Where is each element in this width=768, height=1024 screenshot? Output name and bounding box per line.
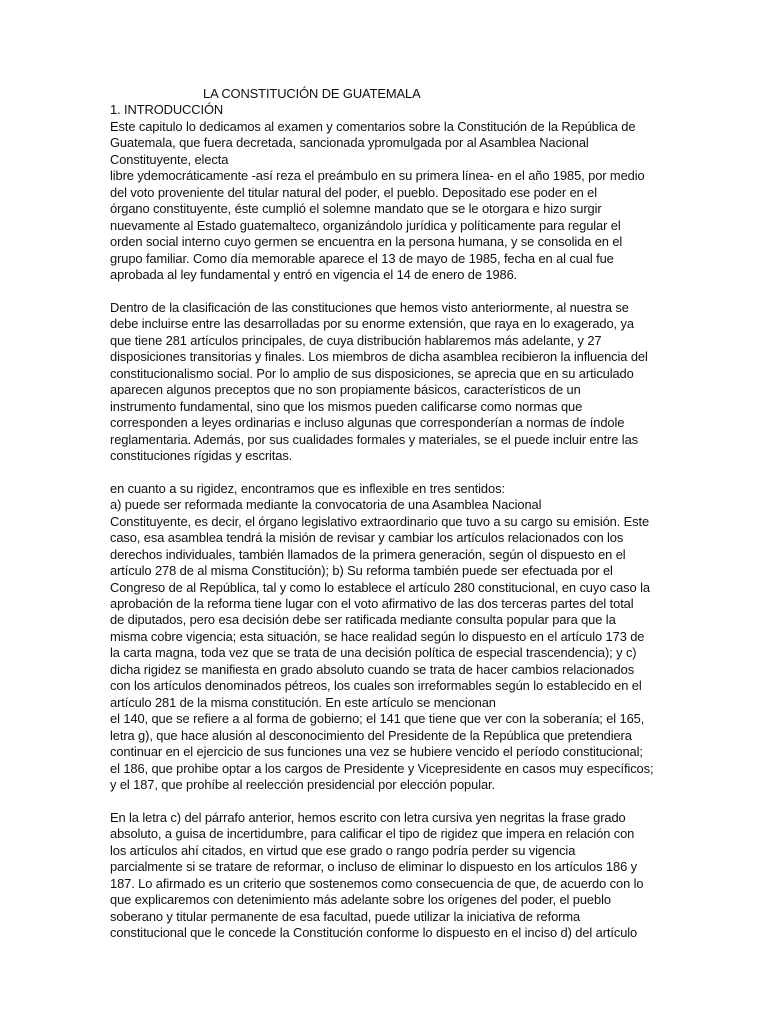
paragraph-line: Dentro de la clasificación de las constituciones que hemos visto anteriormente, al nuestra se [110,299,629,315]
paragraph-spacer [110,464,658,480]
paragraph-line: letra g), que hace alusión al desconocimiento del Presidente de la República que pretendiera [110,727,632,743]
paragraph-line: constituciones rígidas y escritas. [110,447,293,463]
paragraph-line: Constituyente, es decir, el órgano legislativo extraordinario que tuvo a su cargo su emisión. Este [110,513,650,529]
paragraph-classification [110,300,658,465]
paragraph-intro [110,119,658,284]
paragraph-line: soberano y titular permanente de esa facultad, puede utilizar la iniciativa de reforma [110,908,581,924]
paragraph-absolute-degree [110,810,658,942]
paragraph-line: libre ydemocráticamente -así reza el preámbulo en su primera línea- en el año 1985, por medio [110,168,645,184]
paragraph-line: instrumento fundamental, sino que los mismos pueden calificarse como normas que [110,398,583,414]
paragraph-line: corresponden a leyes ordinarias e incluso algunas que corresponderían a normas de índole [110,415,625,431]
paragraph-line: que explicaremos con detenimiento más adelante sobre los orígenes del poder, el pueblo [110,892,611,908]
paragraph-line: artículo 278 de al misma Constitución); b) Su reforma también puede ser efectuada por el [110,563,613,579]
paragraph-rigidity [110,481,658,794]
paragraph-line: a) puede ser reformada mediante la convocatoria de una Asamblea Nacional [110,497,542,513]
paragraph-line: la carta magna, toda vez que se trata de una decisión política de especial trascendencia); y c) [110,645,637,661]
paragraph-line: dicha rigidez se manifiesta en grado absoluto cuando se trata de hacer cambios relacionados [110,661,635,677]
paragraph-line: reglamentaria. Además, por sus cualidades formales y materiales, se el puede incluir entre las [110,431,638,447]
paragraph-line: Constituyente, electa [110,151,229,167]
paragraph-line: grupo familiar. Como día memorable aparece el 13 de mayo de 1985, fecha en al cual fue [110,250,614,266]
paragraph-line: parcialmente si se tratare de reformar, o incluso de eliminar lo dispuesto en los artículos 186 y [110,859,637,875]
paragraph-line: derechos individuales, también llamados de la primera generación, según ol dispuesto en el [110,546,626,562]
paragraph-line: el 140, que se refiere a al forma de gobierno; el 141 que tiene que ver con la soberanía; el 165, [110,711,645,727]
paragraph-line: misma cobre vigencia; esta situación, se hace realidad según lo dispuesto en el artículo 173 de [110,628,645,644]
document-body [110,86,658,942]
paragraph-spacer [110,793,658,809]
paragraph-spacer [110,283,658,299]
paragraph-line: En la letra c) del párrafo anterior, hemos escrito con letra cursiva yen negritas la frase grado [110,809,626,825]
paragraph-line: que tiene 281 artículos principales, de cuya distribución hablaremos más adelante, y 27 [110,332,602,348]
paragraph-line: disposiciones transitorias y finales. Los miembros de dicha asamblea recibieron la influencia del [110,349,648,365]
paragraph-line: absoluto, a guisa de incertidumbre, para calificar el tipo de rigidez que impera en relación con [110,826,635,842]
paragraph-line: nuevamente al Estado guatemalteco, organizándolo jurídica y políticamente para regular el [110,217,621,233]
paragraph-line: continuar en el ejercicio de sus funciones una vez se hubiere vencido el período constitucional; [110,744,643,760]
paragraph-line: constitucional que le concede la Constitución conforme lo dispuesto en el inciso d) del artículo [110,925,638,941]
paragraph-line: Congreso de al República, tal y como lo establece el artículo 280 constitucional, en cuyo caso la [110,579,650,595]
paragraph-line: los artículos ahí citados, en virtud que ese grado o rango podría perder su vigencia [110,842,576,858]
paragraph-line: el 186, que prohibe optar a los cargos de Presidente y Vicepresidente en casos muy específicos; [110,760,654,776]
paragraph-line: Guatemala, que fuera decretada, sancionada ypromulgada por al Asamblea Nacional [110,135,589,151]
document-title: LA CONSTITUCIÓN DE GUATEMALA [203,86,421,101]
paragraph-line: caso, esa asamblea tendrá la misión de revisar y cambiar los artículos relacionados con los [110,530,624,546]
paragraph-line: de diputados, pero esa decisión debe ser ratificada mediante consulta popular para que la [110,612,616,628]
paragraph-line: con los artículos denominados pétreos, los cuales son irreformables según lo establecido en el [110,678,642,694]
paragraph-line: orden social interno cuyo germen se encuentra en la persona humana, y se consolida en el [110,234,623,250]
paragraph-line: y el 187, que prohíbe al reelección presidencial por elección popular. [110,777,495,792]
paragraph-line: Este capitulo lo dedicamos al examen y comentarios sobre la Constitución de la República de [110,118,636,134]
paragraph-line: aparecen algunos preceptos que no son propiamente básicos, característicos de un [110,382,581,398]
paragraph-line: 187. Lo afirmado es un criterio que sostenemos como consecuencia de que, de acuerdo con lo [110,875,644,891]
paragraph-line: aprobada al ley fundamental y entró en vigencia el 14 de enero de 1986. [110,266,518,282]
paragraph-line: en cuanto a su rigidez, encontramos que es inflexible en tres sentidos: [110,480,505,496]
paragraph-line: órgano constituyente, éste cumplió el solemne mandato que se le otorgara e hizo surgir [110,201,602,217]
paragraph-line: aprobación de la reforma tiene lugar con el voto afirmativo de las dos terceras partes del total [110,596,634,612]
paragraph-line: debe incluirse entre las desarrolladas por su enorme extensión, que raya en lo exagerado, ya [110,316,634,332]
paragraph-line: constitucionalismo social. Por lo amplio de sus disposiciones, se aprecia que en su articulado [110,365,634,381]
paragraph-line: artículo 281 de la misma constitución. En este artículo se mencionan [110,694,496,710]
paragraph-line: del voto proveniente del titular natural del poder, el pueblo. Depositado ese poder en el [110,184,598,200]
section-heading: 1. INTRODUCCIÓN [110,102,224,118]
